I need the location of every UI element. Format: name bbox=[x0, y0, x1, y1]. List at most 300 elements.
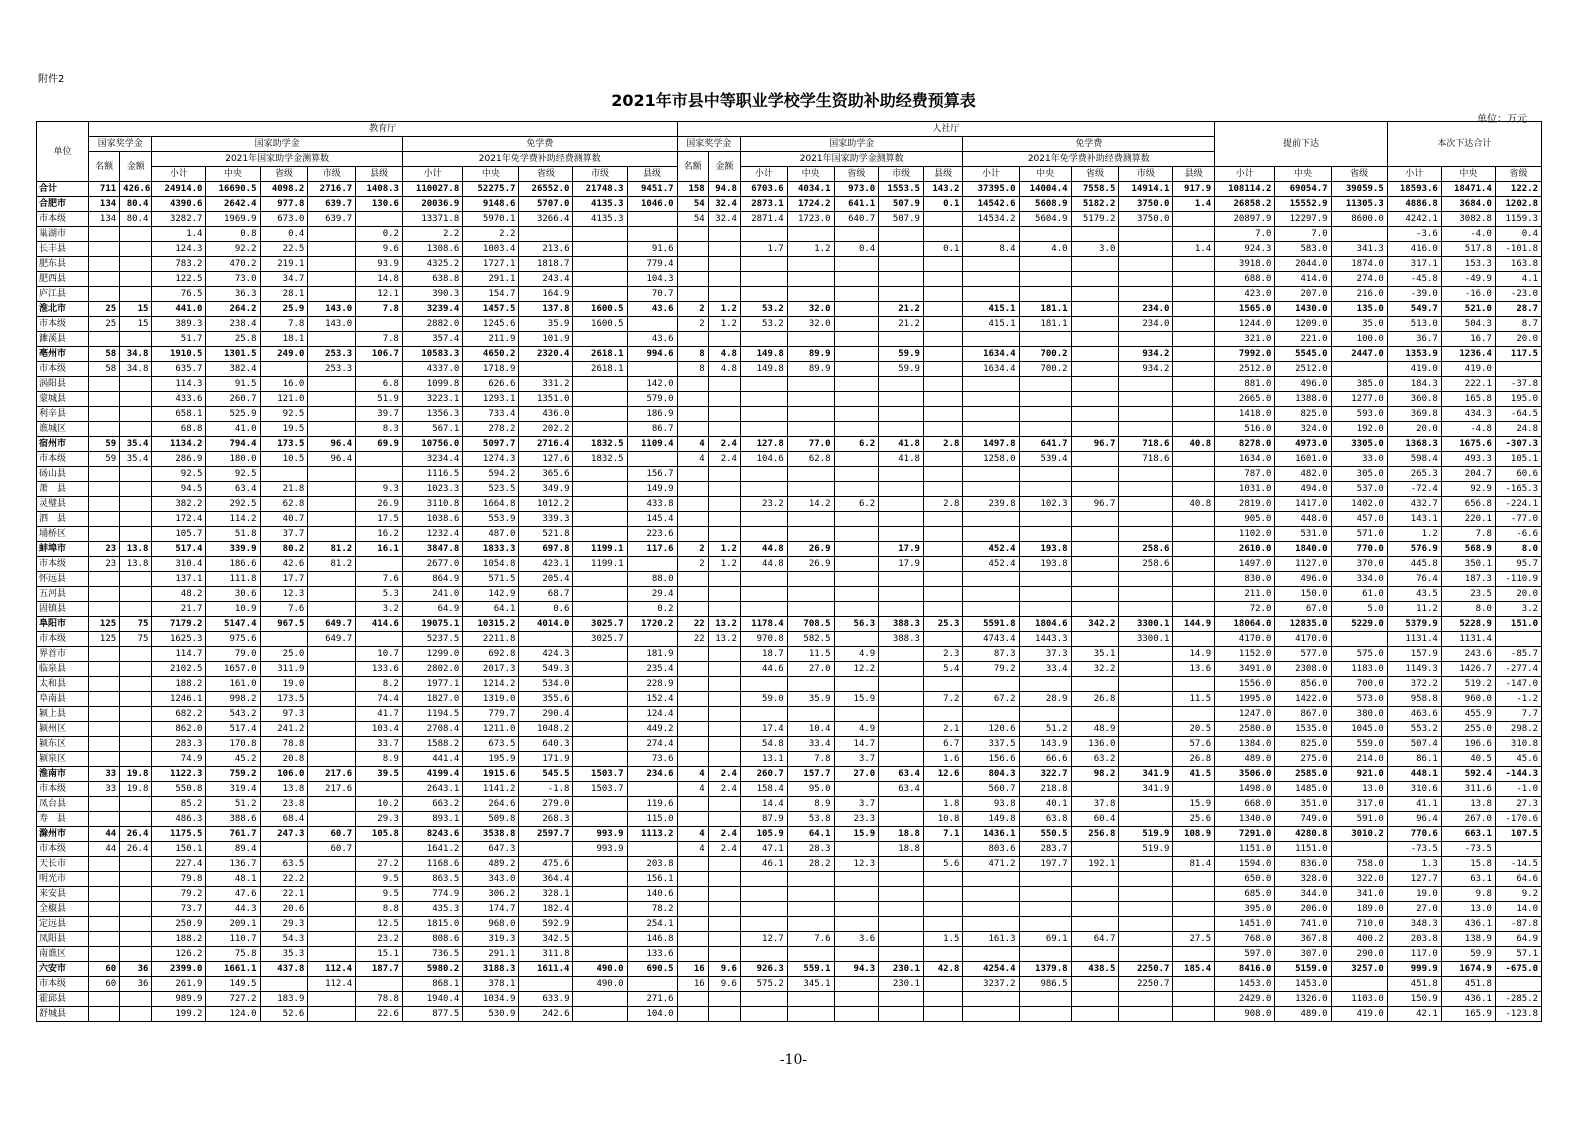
table-cell bbox=[573, 722, 627, 737]
table-cell: 205.4 bbox=[519, 572, 573, 587]
table-cell: 593.0 bbox=[1331, 407, 1387, 422]
table-row bbox=[37, 812, 1542, 827]
table-cell bbox=[708, 497, 740, 512]
table-cell: 58 bbox=[88, 347, 119, 362]
table-cell bbox=[677, 392, 708, 407]
table-cell: 1246.1 bbox=[152, 692, 206, 707]
table-cell: 32.0 bbox=[787, 302, 834, 317]
table-cell: 181.1 bbox=[1019, 317, 1071, 332]
table-cell bbox=[1173, 887, 1215, 902]
table-cell: 16.1 bbox=[356, 542, 403, 557]
table-cell: 217.6 bbox=[308, 767, 356, 782]
table-cell bbox=[1071, 512, 1119, 527]
table-cell: 13.6 bbox=[1173, 662, 1215, 677]
table-cell: 7.7 bbox=[1495, 707, 1541, 722]
table-cell: 1038.6 bbox=[402, 512, 462, 527]
table-cell bbox=[963, 872, 1019, 887]
table-cell: 436.1 bbox=[1441, 992, 1495, 1007]
table-cell: 1426.7 bbox=[1441, 662, 1495, 677]
table-cell: 124.4 bbox=[627, 707, 677, 722]
table-row bbox=[37, 677, 1542, 692]
table-cell: 267.0 bbox=[1441, 812, 1495, 827]
table-cell: 8.0 bbox=[1441, 602, 1495, 617]
table-cell: 862.0 bbox=[152, 722, 206, 737]
table-cell: 6703.6 bbox=[740, 182, 787, 197]
table-cell: -73.5 bbox=[1387, 842, 1441, 857]
table-cell: 494.0 bbox=[1275, 482, 1331, 497]
table-cell: 1151.0 bbox=[1275, 842, 1331, 857]
table-cell bbox=[1119, 647, 1173, 662]
table-cell: 32.4 bbox=[708, 197, 740, 212]
table-cell: 34.8 bbox=[120, 347, 152, 362]
table-cell: 921.0 bbox=[1331, 767, 1387, 782]
table-row bbox=[37, 542, 1542, 557]
table-cell: 305.0 bbox=[1331, 467, 1387, 482]
table-cell: 15.9 bbox=[834, 692, 879, 707]
table-cell: 81.2 bbox=[308, 542, 356, 557]
table-cell bbox=[1119, 272, 1173, 287]
table-cell: 43.6 bbox=[627, 332, 677, 347]
table-cell: 400.2 bbox=[1331, 932, 1387, 947]
table-cell: 66.6 bbox=[1019, 752, 1071, 767]
table-cell: 110.7 bbox=[206, 932, 260, 947]
table-cell: 86.1 bbox=[1387, 752, 1441, 767]
table-cell: 2512.0 bbox=[1215, 362, 1275, 377]
table-cell: 10.7 bbox=[356, 647, 403, 662]
table-cell: -77.0 bbox=[1495, 512, 1541, 527]
table-cell bbox=[1173, 587, 1215, 602]
table-cell bbox=[1173, 452, 1215, 467]
table-cell bbox=[88, 797, 119, 812]
table-cell: 42.1 bbox=[1387, 1007, 1441, 1022]
table-cell: 592.4 bbox=[1441, 767, 1495, 782]
row-unit-name: 凤阳县 bbox=[37, 932, 89, 947]
table-cell bbox=[88, 572, 119, 587]
table-cell bbox=[1119, 242, 1173, 257]
table-cell bbox=[120, 707, 152, 722]
table-cell: 663.1 bbox=[1441, 827, 1495, 842]
table-cell bbox=[308, 332, 356, 347]
table-cell: 7.2 bbox=[923, 692, 963, 707]
table-cell: 15 bbox=[120, 302, 152, 317]
table-cell bbox=[120, 722, 152, 737]
table-cell: 1594.0 bbox=[1215, 857, 1275, 872]
table-cell: 8.0 bbox=[1495, 542, 1541, 557]
table-cell bbox=[708, 902, 740, 917]
table-cell bbox=[923, 1007, 963, 1022]
table-cell: 143.1 bbox=[1387, 512, 1441, 527]
header-central: 中央 bbox=[1019, 167, 1071, 182]
table-cell bbox=[120, 332, 152, 347]
table-cell: 164.9 bbox=[519, 287, 573, 302]
table-row bbox=[37, 917, 1542, 932]
table-cell: 1497.0 bbox=[1215, 557, 1275, 572]
table-cell bbox=[834, 707, 879, 722]
table-cell bbox=[1071, 1007, 1119, 1022]
table-cell bbox=[573, 707, 627, 722]
table-cell: -110.9 bbox=[1495, 572, 1541, 587]
table-cell: 718.6 bbox=[1119, 437, 1173, 452]
table-cell bbox=[1173, 482, 1215, 497]
table-cell: 283.3 bbox=[152, 737, 206, 752]
table-cell: 3223.1 bbox=[402, 392, 462, 407]
table-cell: 633.9 bbox=[519, 992, 573, 1007]
table-cell bbox=[573, 992, 627, 1007]
table-cell: 106.7 bbox=[356, 347, 403, 362]
table-cell bbox=[677, 887, 708, 902]
table-cell: 1535.0 bbox=[1275, 722, 1331, 737]
table-cell bbox=[120, 272, 152, 287]
table-cell: 690.5 bbox=[627, 962, 677, 977]
table-cell: 75 bbox=[120, 632, 152, 647]
table-cell: 17.9 bbox=[879, 542, 924, 557]
table-cell: 486.3 bbox=[152, 812, 206, 827]
table-cell: -45.8 bbox=[1387, 272, 1441, 287]
table-cell: 283.7 bbox=[1019, 842, 1071, 857]
table-cell: 1664.8 bbox=[463, 497, 519, 512]
table-cell: 220.1 bbox=[1441, 512, 1495, 527]
table-cell: 150.0 bbox=[1275, 587, 1331, 602]
table-cell: 908.0 bbox=[1215, 1007, 1275, 1022]
table-cell: 40.8 bbox=[1173, 497, 1215, 512]
table-cell: 290.0 bbox=[1331, 947, 1387, 962]
table-cell: 238.4 bbox=[206, 317, 260, 332]
table-cell: 37.7 bbox=[260, 527, 308, 542]
table-cell bbox=[627, 227, 677, 242]
table-cell: 26.8 bbox=[1071, 692, 1119, 707]
table-cell bbox=[1119, 602, 1173, 617]
table-row bbox=[37, 557, 1542, 572]
table-cell: -87.8 bbox=[1495, 917, 1541, 932]
table-cell: 3.7 bbox=[834, 797, 879, 812]
table-cell bbox=[923, 392, 963, 407]
table-cell bbox=[677, 527, 708, 542]
table-cell: 18.8 bbox=[879, 842, 924, 857]
table-cell: -37.8 bbox=[1495, 377, 1541, 392]
table-cell bbox=[1119, 497, 1173, 512]
table-row bbox=[37, 782, 1542, 797]
table-cell: 2.4 bbox=[708, 842, 740, 857]
table-cell: 20.0 bbox=[1495, 332, 1541, 347]
table-cell: 20036.9 bbox=[402, 197, 462, 212]
table-cell bbox=[923, 362, 963, 377]
table-cell: 1451.0 bbox=[1215, 917, 1275, 932]
table-cell bbox=[1331, 227, 1387, 242]
table-cell bbox=[1119, 947, 1173, 962]
table-cell: 0.1 bbox=[923, 242, 963, 257]
table-cell bbox=[1019, 392, 1071, 407]
table-cell: 23 bbox=[88, 557, 119, 572]
table-cell bbox=[120, 467, 152, 482]
table-cell bbox=[1119, 662, 1173, 677]
table-cell: 133.6 bbox=[356, 662, 403, 677]
table-cell: 150.1 bbox=[152, 842, 206, 857]
table-cell: -72.4 bbox=[1387, 482, 1441, 497]
table-cell bbox=[740, 527, 787, 542]
table-cell: 100.0 bbox=[1331, 332, 1387, 347]
table-cell: 4650.2 bbox=[463, 347, 519, 362]
table-cell: 163.8 bbox=[1495, 257, 1541, 272]
row-unit-name: 凤台县 bbox=[37, 797, 89, 812]
table-cell bbox=[923, 782, 963, 797]
row-unit-name: 淮南市 bbox=[37, 767, 89, 782]
table-cell: 17.7 bbox=[260, 572, 308, 587]
table-cell bbox=[787, 917, 834, 932]
table-cell: 13.2 bbox=[708, 632, 740, 647]
table-cell bbox=[120, 257, 152, 272]
table-cell: 211.0 bbox=[1215, 587, 1275, 602]
table-cell bbox=[787, 587, 834, 602]
table-cell: 271.6 bbox=[627, 992, 677, 1007]
table-cell bbox=[120, 392, 152, 407]
table-cell: 15 bbox=[120, 317, 152, 332]
table-cell: 214.0 bbox=[1331, 752, 1387, 767]
table-cell: 452.4 bbox=[963, 557, 1019, 572]
table-cell: 768.0 bbox=[1215, 932, 1275, 947]
table-cell bbox=[1331, 842, 1387, 857]
table-cell: 243.4 bbox=[519, 272, 573, 287]
table-cell bbox=[740, 992, 787, 1007]
table-cell bbox=[88, 602, 119, 617]
table-cell bbox=[677, 737, 708, 752]
table-cell bbox=[787, 602, 834, 617]
row-unit-name: 市本级 bbox=[37, 212, 89, 227]
table-cell: 388.6 bbox=[206, 812, 260, 827]
table-cell: 6.8 bbox=[356, 377, 403, 392]
table-cell: 1247.0 bbox=[1215, 707, 1275, 722]
table-cell: 53.2 bbox=[740, 317, 787, 332]
table-cell: 2250.7 bbox=[1119, 962, 1173, 977]
table-cell: 519.9 bbox=[1119, 827, 1173, 842]
table-cell: 917.9 bbox=[1173, 182, 1215, 197]
row-unit-name: 市本级 bbox=[37, 842, 89, 857]
table-cell bbox=[308, 752, 356, 767]
table-cell bbox=[879, 887, 924, 902]
table-cell: 934.2 bbox=[1119, 347, 1173, 362]
table-cell: 487.0 bbox=[463, 527, 519, 542]
table-cell bbox=[1071, 977, 1119, 992]
table-cell: 3.7 bbox=[834, 752, 879, 767]
table-cell: 2819.0 bbox=[1215, 497, 1275, 512]
table-cell: 727.2 bbox=[206, 992, 260, 1007]
table-cell bbox=[677, 647, 708, 662]
table-cell bbox=[1119, 392, 1173, 407]
table-cell bbox=[356, 842, 403, 857]
table-cell bbox=[923, 257, 963, 272]
table-cell: 22 bbox=[677, 632, 708, 647]
table-cell: 60.6 bbox=[1495, 467, 1541, 482]
table-cell bbox=[573, 527, 627, 542]
table-cell bbox=[923, 872, 963, 887]
table-cell: 344.0 bbox=[1275, 887, 1331, 902]
table-cell bbox=[1019, 422, 1071, 437]
table-cell: 388.3 bbox=[879, 632, 924, 647]
header-hr-scholarship: 国家奖学金 bbox=[677, 137, 740, 152]
table-cell bbox=[708, 602, 740, 617]
table-cell bbox=[963, 332, 1019, 347]
table-cell bbox=[573, 902, 627, 917]
table-cell: 2882.0 bbox=[402, 317, 462, 332]
table-cell: 209.1 bbox=[206, 917, 260, 932]
table-cell: 11305.3 bbox=[1331, 197, 1387, 212]
table-cell: 21.8 bbox=[260, 482, 308, 497]
table-cell bbox=[834, 482, 879, 497]
table-cell: -144.3 bbox=[1495, 767, 1541, 782]
row-unit-name: 巢湖市 bbox=[37, 227, 89, 242]
table-cell: 993.9 bbox=[573, 827, 627, 842]
table-cell bbox=[923, 902, 963, 917]
table-cell: 641.1 bbox=[834, 197, 879, 212]
table-cell bbox=[120, 677, 152, 692]
table-cell bbox=[308, 872, 356, 887]
table-cell: 3750.0 bbox=[1119, 197, 1173, 212]
table-cell bbox=[677, 242, 708, 257]
table-cell: 1600.5 bbox=[573, 317, 627, 332]
table-cell bbox=[1071, 287, 1119, 302]
table-cell bbox=[677, 917, 708, 932]
table-cell bbox=[308, 377, 356, 392]
table-cell: 89.9 bbox=[787, 347, 834, 362]
table-cell: 12.5 bbox=[356, 917, 403, 932]
table-cell bbox=[1173, 782, 1215, 797]
table-cell: 213.6 bbox=[519, 242, 573, 257]
table-cell: 15.1 bbox=[356, 947, 403, 962]
table-cell bbox=[879, 857, 924, 872]
header-hr-grant: 国家助学金 bbox=[740, 137, 962, 152]
table-cell: 52.6 bbox=[260, 1007, 308, 1022]
table-cell: 1556.0 bbox=[1215, 677, 1275, 692]
table-cell bbox=[1019, 947, 1071, 962]
table-cell: 433.8 bbox=[627, 497, 677, 512]
table-cell: 741.0 bbox=[1275, 917, 1331, 932]
table-cell bbox=[1071, 542, 1119, 557]
table-cell: 1910.5 bbox=[152, 347, 206, 362]
table-cell bbox=[120, 902, 152, 917]
table-cell bbox=[1019, 677, 1071, 692]
table-cell: 415.1 bbox=[963, 317, 1019, 332]
table-cell: 5.3 bbox=[356, 587, 403, 602]
table-cell bbox=[308, 677, 356, 692]
table-cell: 261.9 bbox=[152, 977, 206, 992]
table-cell: 451.8 bbox=[1387, 977, 1441, 992]
table-cell bbox=[120, 527, 152, 542]
table-cell bbox=[923, 452, 963, 467]
table-cell: 64.1 bbox=[787, 827, 834, 842]
table-cell bbox=[1119, 992, 1173, 1007]
table-cell bbox=[787, 512, 834, 527]
table-cell: 1674.9 bbox=[1441, 962, 1495, 977]
table-row bbox=[37, 947, 1542, 962]
table-cell: 13.1 bbox=[740, 752, 787, 767]
table-cell: 550.8 bbox=[152, 782, 206, 797]
table-cell: 1301.5 bbox=[206, 347, 260, 362]
table-cell: 12.3 bbox=[260, 587, 308, 602]
table-cell: 253.3 bbox=[308, 362, 356, 377]
table-cell bbox=[879, 467, 924, 482]
table-cell bbox=[1173, 227, 1215, 242]
table-cell: 27.0 bbox=[1387, 902, 1441, 917]
table-cell: 12.7 bbox=[740, 932, 787, 947]
table-cell: 60 bbox=[88, 962, 119, 977]
table-cell: 40.8 bbox=[1173, 437, 1215, 452]
table-cell: 2.8 bbox=[923, 497, 963, 512]
table-cell: 181.1 bbox=[1019, 302, 1071, 317]
table-cell: 673.5 bbox=[463, 737, 519, 752]
table-cell bbox=[879, 392, 924, 407]
table-cell bbox=[573, 812, 627, 827]
table-cell: 537.0 bbox=[1331, 482, 1387, 497]
header-edu-scholarship: 国家奖学金 bbox=[88, 137, 151, 152]
table-cell: 451.8 bbox=[1441, 977, 1495, 992]
table-cell bbox=[573, 887, 627, 902]
table-cell: 33 bbox=[88, 782, 119, 797]
table-cell: 355.6 bbox=[519, 692, 573, 707]
table-cell: 92.5 bbox=[206, 467, 260, 482]
table-cell: 23.3 bbox=[834, 812, 879, 827]
header-unit: 单位 bbox=[37, 122, 89, 182]
table-cell bbox=[1071, 917, 1119, 932]
table-cell: 1102.0 bbox=[1215, 527, 1275, 542]
table-cell bbox=[708, 872, 740, 887]
table-cell: 649.7 bbox=[308, 617, 356, 632]
table-cell: 1.2 bbox=[708, 302, 740, 317]
table-cell: 64.9 bbox=[402, 602, 462, 617]
table-cell: 2.3 bbox=[923, 647, 963, 662]
table-cell bbox=[879, 407, 924, 422]
table-cell: 20.0 bbox=[1387, 422, 1441, 437]
table-cell: 4.0 bbox=[1019, 242, 1071, 257]
table-cell bbox=[677, 497, 708, 512]
table-cell: 14542.6 bbox=[963, 197, 1019, 212]
table-row bbox=[37, 287, 1542, 302]
table-cell bbox=[879, 272, 924, 287]
table-cell: 41.1 bbox=[1387, 797, 1441, 812]
table-cell: 26.9 bbox=[787, 542, 834, 557]
table-cell: 13.2 bbox=[708, 617, 740, 632]
table-row bbox=[37, 422, 1542, 437]
table-cell: 110027.8 bbox=[402, 182, 462, 197]
table-cell: -3.6 bbox=[1387, 227, 1441, 242]
row-unit-name: 滁州市 bbox=[37, 827, 89, 842]
table-cell bbox=[1119, 572, 1173, 587]
table-cell: 48.1 bbox=[206, 872, 260, 887]
table-cell bbox=[308, 242, 356, 257]
table-cell: 8278.0 bbox=[1215, 437, 1275, 452]
table-cell bbox=[879, 917, 924, 932]
table-cell bbox=[308, 662, 356, 677]
table-cell bbox=[1173, 257, 1215, 272]
table-cell bbox=[573, 587, 627, 602]
table-cell: 25.8 bbox=[206, 332, 260, 347]
table-cell: -224.1 bbox=[1495, 497, 1541, 512]
table-cell bbox=[1119, 722, 1173, 737]
table-cell: 16.0 bbox=[260, 377, 308, 392]
table-cell bbox=[573, 287, 627, 302]
table-cell: 448.1 bbox=[1387, 767, 1441, 782]
header-central: 中央 bbox=[463, 167, 519, 182]
table-cell: 436.1 bbox=[1441, 917, 1495, 932]
table-cell bbox=[923, 887, 963, 902]
table-cell bbox=[879, 752, 924, 767]
table-cell: -1.0 bbox=[1495, 782, 1541, 797]
table-cell bbox=[1119, 587, 1173, 602]
table-cell: 2044.0 bbox=[1275, 257, 1331, 272]
table-cell: 490.0 bbox=[573, 962, 627, 977]
table-cell: 126.2 bbox=[152, 947, 206, 962]
table-cell: 27.0 bbox=[834, 767, 879, 782]
table-cell: 311.6 bbox=[1441, 782, 1495, 797]
table-cell: 24.8 bbox=[1495, 422, 1541, 437]
